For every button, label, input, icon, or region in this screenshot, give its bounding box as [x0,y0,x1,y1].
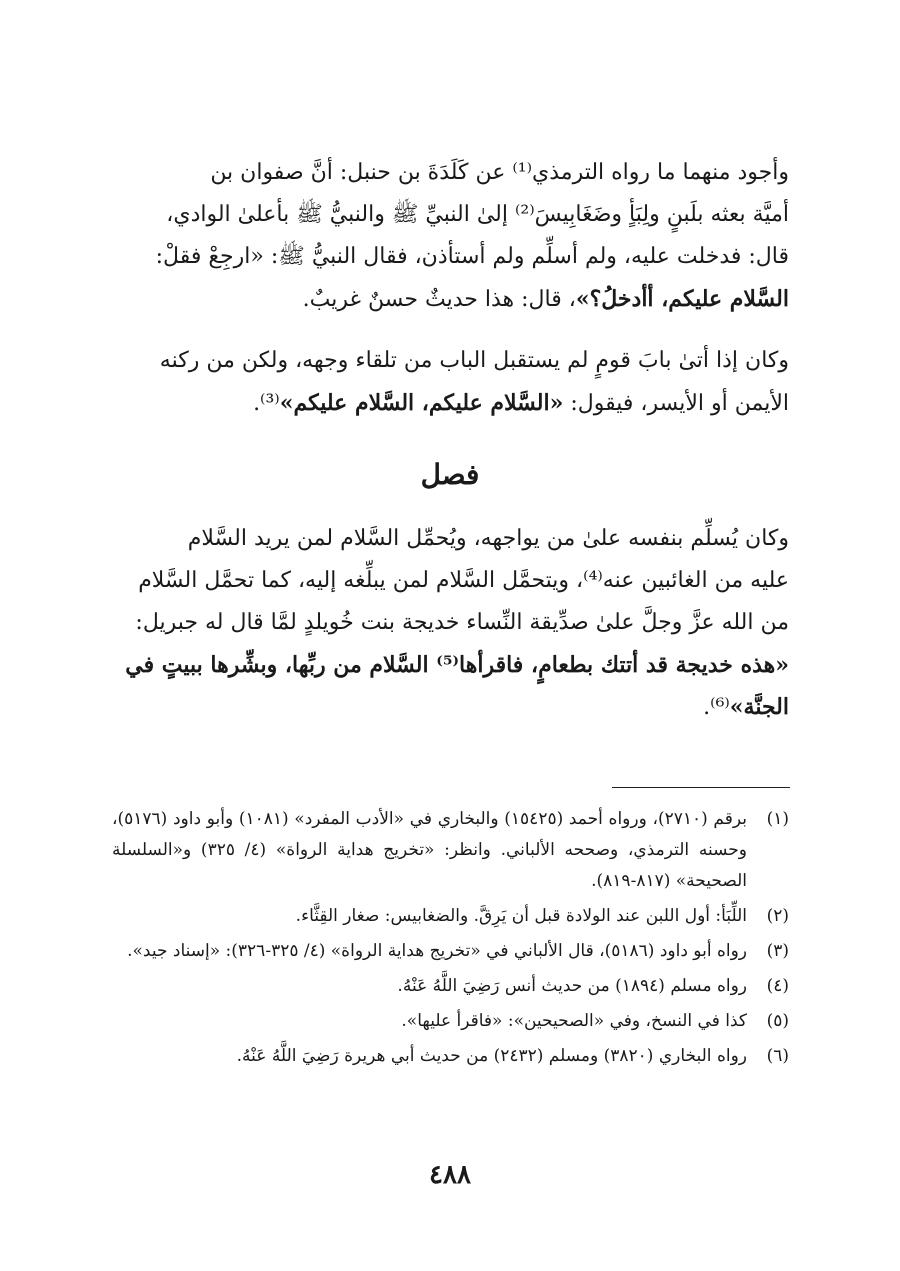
page-number: ٤٨٨ [429,1160,471,1190]
quote-bold-line: «هذه خديجة قد أتتك بطعامٍ، فاقرأها⁽⁵⁾ السَّلام من ربِّها، وبشِّرها ببيتٍ في [125,652,789,678]
paragraph-line [112,278,789,321]
footnote-text: كذا في النسخ، وفي «الصحيحين»: «فاقرأ عليها». [401,1011,747,1031]
paragraph-suffix: ⁽³⁾. [253,391,280,416]
footnote [112,971,789,1002]
footnote-number: (٢) [766,906,789,926]
footnote [112,804,789,897]
footnote [112,1006,789,1037]
footnote-text: اللِّبَأ: أول اللبن عند الولادة قبل أن يَرِقَّ. والضغابيس: صغار القِثَّاء. [295,906,747,926]
paragraph-line [112,686,789,729]
paragraph-line: وكان إذا أتىٰ بابَ قومٍ لم يستقبل الباب من تلقاء وجهه، ولكن من ركنه [159,348,789,373]
footnotes [112,804,789,1076]
footnote-separator [612,787,790,788]
quote-bold-end: الجنَّة» [729,694,789,720]
paragraph-line: وكان يُسلِّم بنفسه علىٰ من يواجهه، ويُحمِّل السَّلام لمن يريد السَّلام [187,526,789,551]
paragraph-1 [112,152,789,321]
paragraph-line [112,382,789,425]
paragraph-suffix: ⁽⁶⁾. [703,695,730,720]
paragraph-line: أميَّة بعثه بلَبنٍ ولِبَأٍ وضَغَابِيسَ⁽²⁾ إلىٰ النبيِّ ﷺ والنبيُّ ﷺ بأعلىٰ الوادي، [166,202,789,227]
quote-bold: «السَّلام عليكم، السَّلام عليكم» [279,390,564,416]
quote-bold: السَّلام عليكم، أأدخلُ؟» [575,286,789,312]
paragraph-2 [112,340,789,425]
footnote-number: (١) [766,809,789,829]
paragraph-line: من الله عزَّ وجلَّ علىٰ صدِّيقة النِّساء خديجة بنت خُويلدٍ لمَّا قال له جبريل: [135,610,789,635]
paragraph-line: وأجود منهما ما رواه الترمذي⁽¹⁾ عن كَلَدَةَ بن حنبل: أنَّ صفوان بن [210,160,789,185]
footnote-number: (٦) [766,1046,789,1066]
footnote [112,1041,789,1072]
footnote [112,901,789,932]
paragraph-3 [112,518,789,729]
section-heading: فصل [420,458,480,491]
footnote-text: رواه مسلم (١٨٩٤) من حديث أنس رَضِيَ اللَّهُ عَنْهُ. [397,976,747,996]
footnote-text: برقم (٢٧١٠)، ورواه أحمد (١٥٤٢٥) والبخاري في «الأدب المفرد» (١٠٨١) وأبو داود (٥١٧٦)، وحسنه الترمذي، وصححه الألباني. وانظر: «تخريج هداية الرواة» (٤/ ٣٢٥) و«السلسلة الصحيحة» (٨١٧-٨١٩). [112,809,747,891]
footnote-text: رواه أبو داود (٥١٨٦)، قال الألباني في «تخريج هداية الرواة» (٤/ ٣٢٥-٣٢٦): «إسناد جيد». [127,941,747,961]
footnote-text: رواه البخاري (٣٨٢٠) ومسلم (٢٤٣٢) من حديث أبي هريرة رَضِيَ اللَّهُ عَنْهُ. [236,1046,747,1066]
footnote-number: (٣) [766,941,789,961]
quote-tail: ، قال: هذا حديثٌ حسنٌ غريبٌ. [302,287,576,312]
footnote-number: (٥) [766,1011,789,1031]
footnote-number: (٤) [766,976,789,996]
paragraph-line: قال: فدخلت عليه، ولم أسلِّم ولم أستأذن، فقال النبيُّ ﷺ: «ارجِعْ فقلْ: [155,244,789,269]
paragraph-line: عليه من الغائبين عنه⁽⁴⁾، ويتحمَّل السَّلام لمن يبلِّغه إليه، كما تحمَّل السَّلام [138,568,789,593]
paragraph-prefix: الأيمن أو الأيسر، فيقول: [563,391,789,416]
footnote [112,936,789,967]
